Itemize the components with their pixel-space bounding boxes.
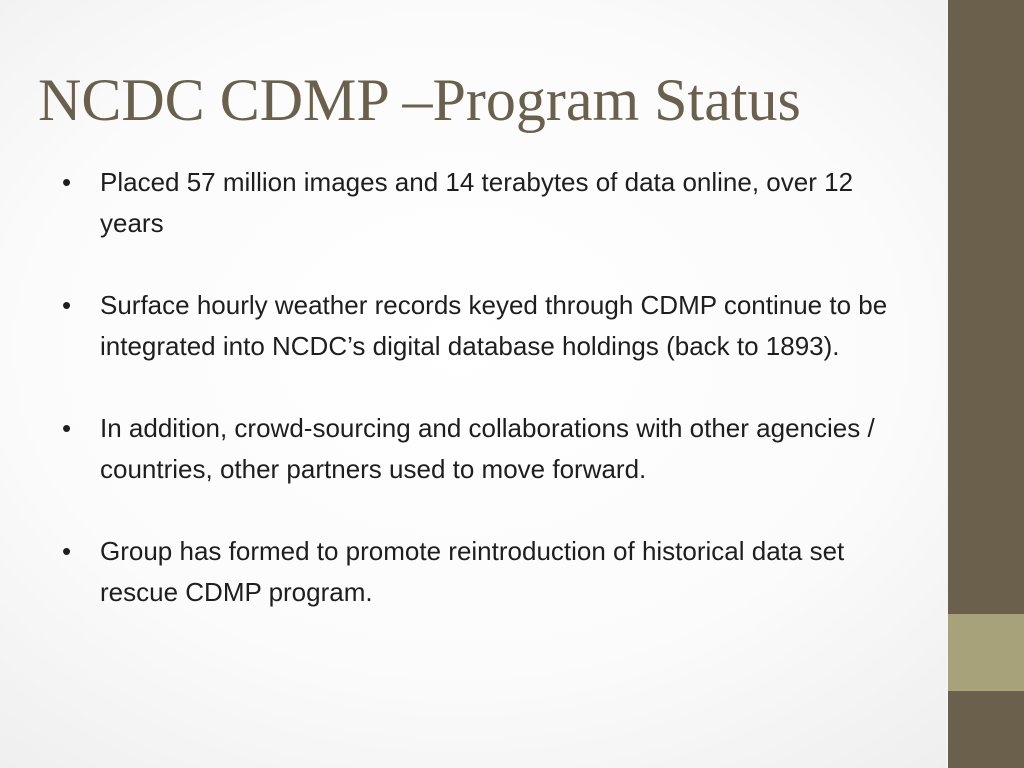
bullet-item [62,408,912,490]
bullet-item [62,162,912,244]
bullet-text: Surface hourly weather records keyed through CDMP continue to be integrated into NCDC’s digital database holdings (back to 1893). [100,290,888,361]
bullet-dot-icon: • [62,167,72,197]
sidebar-accent-block [948,614,1024,691]
bullet-text: Group has formed to promote reintroduction of historical data set rescue CDMP program. [100,536,845,607]
bullet-dot-icon: • [62,536,72,566]
bullet-dot-icon: • [62,290,72,320]
bullet-text: In addition, crowd-sourcing and collaborations with other agencies / countries, other partners used to move forward. [100,413,875,484]
slide-title: NCDC CDMP –Program Status [38,67,801,133]
bullet-dot-icon: • [62,413,72,443]
bullet-item [62,285,912,367]
bullet-item [62,531,912,613]
bullet-list [62,162,912,613]
bullet-text: Placed 57 million images and 14 terabytes of data online, over 12 years [100,167,854,238]
